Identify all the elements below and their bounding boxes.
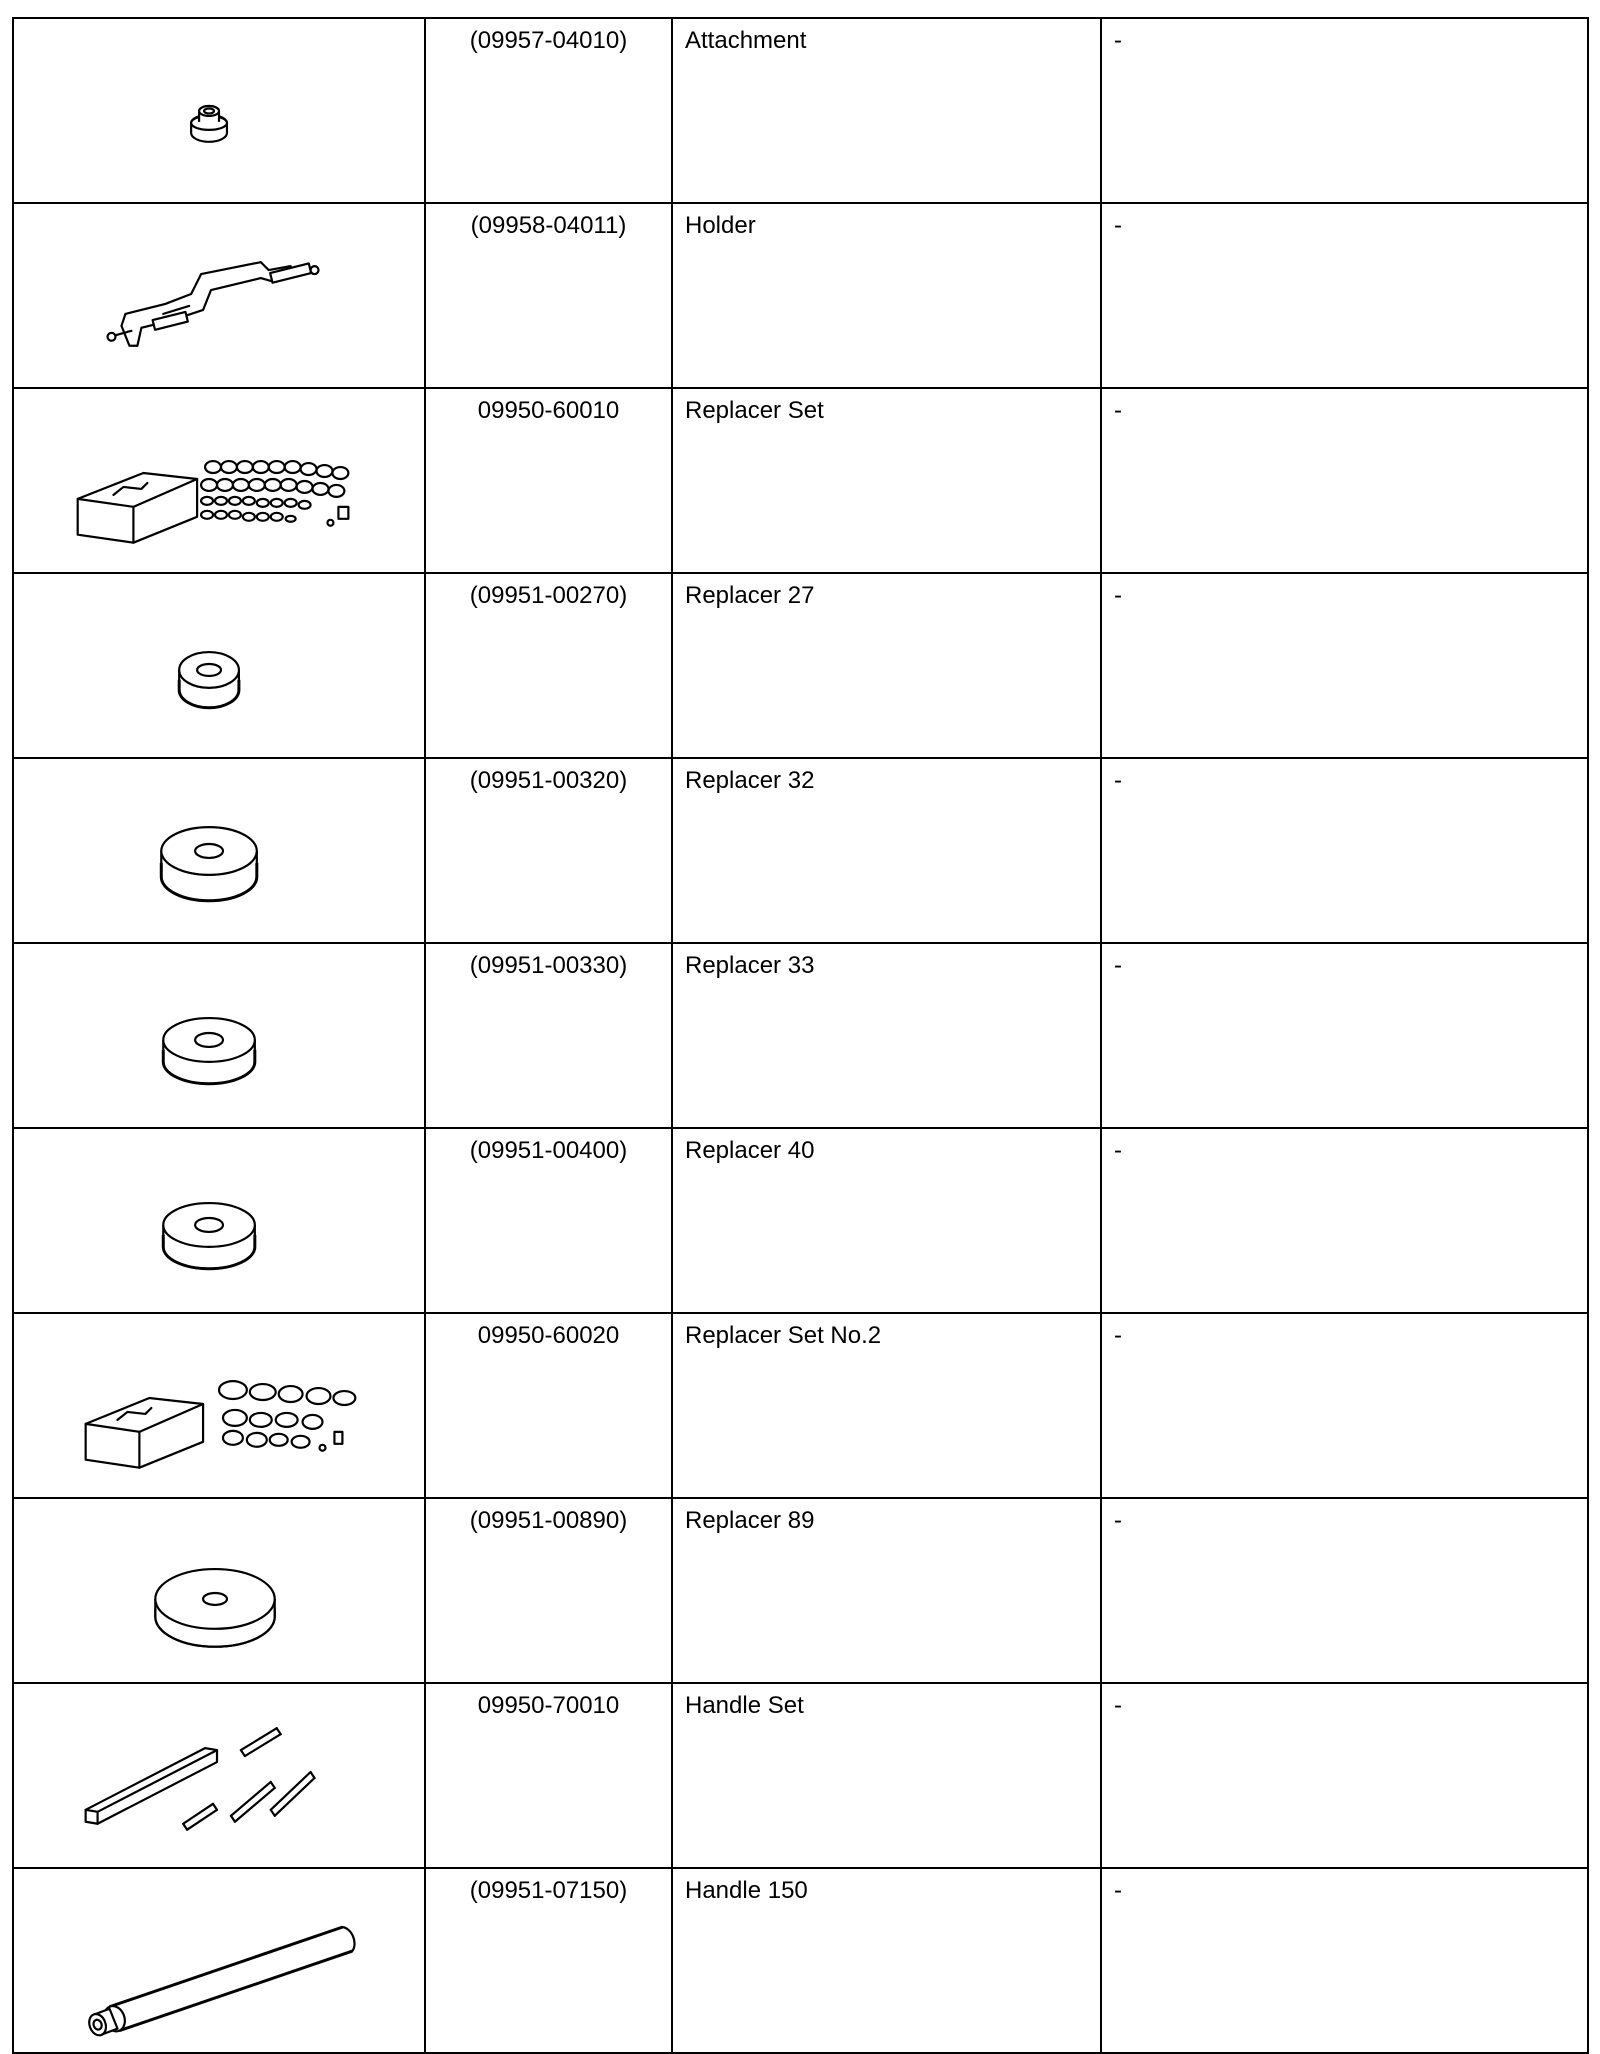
tool-illustration-cell xyxy=(13,203,425,388)
tool-name: Replacer 33 xyxy=(672,943,1101,1128)
table-row xyxy=(13,1868,1588,2053)
tool-name: Handle Set xyxy=(672,1683,1101,1868)
part-number: (09951-00320) xyxy=(425,758,672,943)
tool-illustration-cell xyxy=(13,758,425,943)
special-tools-table xyxy=(12,17,1589,2054)
part-number: 09950-60010 xyxy=(425,388,672,573)
tool-illustration-cell xyxy=(13,1313,425,1498)
replacer-set-icon xyxy=(14,389,424,564)
table-row xyxy=(13,573,1588,758)
tool-illustration-cell xyxy=(13,1868,425,2053)
tool-note: - xyxy=(1101,1498,1588,1683)
tool-name: Handle 150 xyxy=(672,1868,1101,2053)
replacer-40-icon xyxy=(14,1129,424,1304)
tool-name: Holder xyxy=(672,203,1101,388)
tool-name: Replacer 89 xyxy=(672,1498,1101,1683)
part-number: (09951-00400) xyxy=(425,1128,672,1313)
tool-illustration-cell xyxy=(13,1498,425,1683)
handle-set-icon xyxy=(14,1684,424,1859)
table-row xyxy=(13,1498,1588,1683)
tool-name: Replacer 40 xyxy=(672,1128,1101,1313)
tool-name: Attachment xyxy=(672,18,1101,203)
part-number: (09951-00330) xyxy=(425,943,672,1128)
part-number: 09950-70010 xyxy=(425,1683,672,1868)
part-number: (09957-04010) xyxy=(425,18,672,203)
replacer-32-icon xyxy=(14,759,424,934)
holder-icon xyxy=(14,204,424,379)
attachment-icon xyxy=(14,19,424,194)
table-row xyxy=(13,1128,1588,1313)
tool-note: - xyxy=(1101,573,1588,758)
replacer-27-icon xyxy=(14,574,424,749)
tool-note: - xyxy=(1101,943,1588,1128)
table-row xyxy=(13,18,1588,203)
tool-name: Replacer 27 xyxy=(672,573,1101,758)
tool-note: - xyxy=(1101,18,1588,203)
tool-illustration-cell xyxy=(13,573,425,758)
tool-note: - xyxy=(1101,1313,1588,1498)
table-row xyxy=(13,203,1588,388)
tool-note: - xyxy=(1101,1683,1588,1868)
tool-illustration-cell xyxy=(13,18,425,203)
replacer-89-icon xyxy=(14,1499,424,1674)
tool-note: - xyxy=(1101,758,1588,943)
part-number: 09950-60020 xyxy=(425,1313,672,1498)
tool-illustration-cell xyxy=(13,1683,425,1868)
table-row xyxy=(13,758,1588,943)
tool-note: - xyxy=(1101,1128,1588,1313)
part-number: (09951-00890) xyxy=(425,1498,672,1683)
tool-name: Replacer Set No.2 xyxy=(672,1313,1101,1498)
tool-illustration-cell xyxy=(13,388,425,573)
table-row xyxy=(13,1683,1588,1868)
tool-illustration-cell xyxy=(13,943,425,1128)
table-row xyxy=(13,1313,1588,1498)
tool-illustration-cell xyxy=(13,1128,425,1313)
part-number: (09951-00270) xyxy=(425,573,672,758)
replacer-33-icon xyxy=(14,944,424,1119)
table-row xyxy=(13,388,1588,573)
tool-note: - xyxy=(1101,203,1588,388)
part-number: (09951-07150) xyxy=(425,1868,672,2053)
handle-150-icon xyxy=(14,1869,424,2044)
table-row xyxy=(13,943,1588,1128)
tool-name: Replacer Set xyxy=(672,388,1101,573)
tool-name: Replacer 32 xyxy=(672,758,1101,943)
part-number: (09958-04011) xyxy=(425,203,672,388)
replacer-set-no2-icon xyxy=(14,1314,424,1489)
tool-note: - xyxy=(1101,388,1588,573)
tool-note: - xyxy=(1101,1868,1588,2053)
